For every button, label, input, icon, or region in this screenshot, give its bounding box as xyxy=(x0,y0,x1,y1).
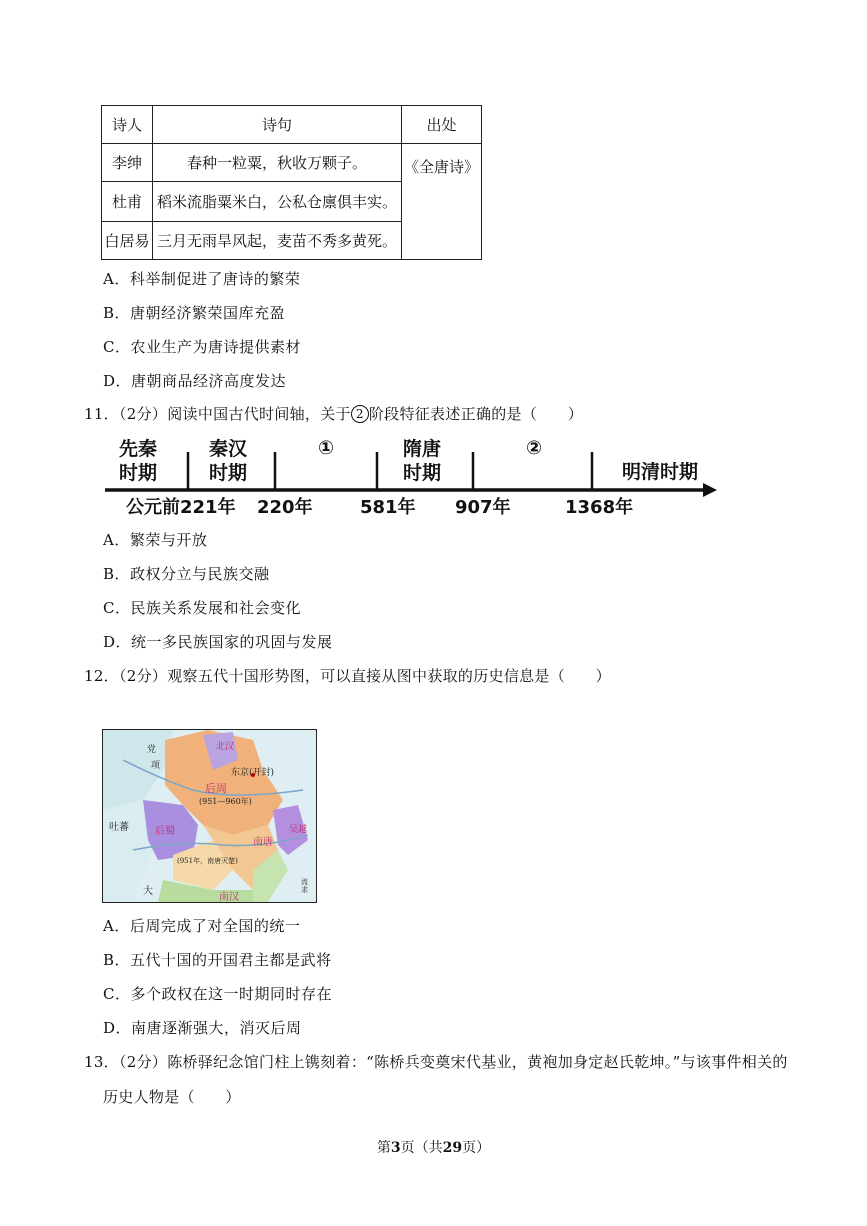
footer-suffix: 页） xyxy=(462,1140,491,1156)
footer-page-number: 3 xyxy=(390,1140,401,1156)
timeline-period-qinhan xyxy=(198,437,258,485)
timeline-period-mingqing: 明清时期 xyxy=(621,461,698,483)
timeline-year: 907年 xyxy=(455,497,511,518)
q12-option-d: D．南唐逐渐强大，消灭后周 xyxy=(103,1019,302,1037)
timeline-period-xianqin xyxy=(108,437,168,485)
timeline xyxy=(100,430,720,520)
q11-option-c: C．民族关系发展和社会变化 xyxy=(103,599,301,617)
table-cell-verse: 三月无雨旱风起，麦苗不秀多黄死。 xyxy=(153,222,402,260)
map-label-wuyue: 吴越 xyxy=(289,825,308,835)
footer-total-pages: 29 xyxy=(442,1140,463,1156)
q12-option-a: A．后周完成了对全国的统一 xyxy=(103,917,301,935)
table-cell-poet: 白居易 xyxy=(102,222,153,260)
timeline-year: 220年 xyxy=(257,497,313,518)
timeline-year: 公元前221年 xyxy=(126,497,236,518)
table-cell-verse: 稻米流脂粟米白，公私仓廪俱丰实。 xyxy=(153,182,402,222)
period-label: 时期 xyxy=(208,462,247,484)
timeline-period-suitang xyxy=(392,437,452,485)
period-label: 秦汉 xyxy=(208,438,247,460)
map-label-houzhou: 后周 xyxy=(205,782,227,795)
map-label-houzhou-years: (951—960年) xyxy=(199,797,252,806)
poem-table xyxy=(101,105,482,260)
period-label: 时期 xyxy=(118,462,157,484)
q11-stem-prefix: 11．（2分）阅读中国古代时间轴，关于 xyxy=(84,405,351,423)
table-header-poet: 诗人 xyxy=(102,106,153,144)
table-header-source: 出处 xyxy=(402,106,482,144)
period-label: 时期 xyxy=(402,462,441,484)
map-label-houshu: 后蜀 xyxy=(155,826,175,837)
footer-prefix: 第 xyxy=(376,1140,391,1156)
q11-option-b: B．政权分立与民族交融 xyxy=(103,565,270,583)
circle-mark xyxy=(351,405,369,423)
q12-option-b: B．五代十国的开国君主都是武将 xyxy=(103,951,332,969)
map-label-xiang: 项 xyxy=(151,761,161,771)
q10-option-a: A．科举制促进了唐诗的繁荣 xyxy=(103,270,301,288)
table-header-verse: 诗句 xyxy=(153,106,402,144)
footer-middle: 页（共 xyxy=(400,1140,443,1156)
map-label-beihan: 北汉 xyxy=(216,742,235,752)
map-label-chu: (951年，南唐灭楚) xyxy=(177,857,238,865)
map-label-tubo: 吐蕃 xyxy=(109,822,129,833)
q11-option-a: A．繁荣与开放 xyxy=(103,531,208,549)
map-label-nanhan: 南汉 xyxy=(219,892,239,903)
period-label: 先秦 xyxy=(118,438,157,460)
map-label-da: 大 xyxy=(143,886,153,897)
map-regions xyxy=(103,730,316,902)
q12-stem: 12．（2分）观察五代十国形势图，可以直接从图中获取的历史信息是（ ） xyxy=(84,667,611,685)
map-label-dongjing: 东京(开封) xyxy=(231,768,275,778)
circle-mark-number: 2 xyxy=(355,407,364,421)
table-cell-verse: 春种一粒粟，秋收万颗子。 xyxy=(153,144,402,182)
q12-option-c: C．多个政权在这一时期同时存在 xyxy=(103,985,332,1003)
table-cell-source: 《全唐诗》 xyxy=(402,144,482,260)
table-cell-poet: 李绅 xyxy=(102,144,153,182)
five-dynasties-map xyxy=(102,729,317,903)
timeline-period-1: ① xyxy=(317,437,335,459)
timeline-period-2: ② xyxy=(525,437,543,459)
map-label-nantang: 南唐 xyxy=(253,837,273,848)
period-label: 隋唐 xyxy=(402,438,441,460)
table-cell-poet: 杜甫 xyxy=(102,182,153,222)
q13-stem-line1: 13．（2分）陈桥驿纪念馆门柱上镌刻着：“陈桥兵变奠宋代基业，黄袍加身定赵氏乾坤。”与该事件相关的 xyxy=(84,1053,788,1071)
page-footer xyxy=(0,1137,867,1157)
map-label-dang: 党 xyxy=(147,745,157,755)
timeline-year: 581年 xyxy=(360,497,416,518)
timeline-year: 1368年 xyxy=(565,497,634,518)
q10-option-b: B．唐朝经济繁荣国库充盈 xyxy=(103,304,286,322)
q10-option-c: C．农业生产为唐诗提供素材 xyxy=(103,338,301,356)
q11-option-d: D．统一多民族国家的巩固与发展 xyxy=(103,633,333,651)
q13-stem-line2: 历史人物是（ ） xyxy=(103,1088,241,1106)
q11-stem-suffix: 阶段特征表述正确的是（ ） xyxy=(368,405,584,423)
q10-option-d: D．唐朝商品经济高度发达 xyxy=(103,372,287,390)
q11-stem xyxy=(84,403,583,424)
map-label-liuqiu: 流求 xyxy=(301,878,308,894)
